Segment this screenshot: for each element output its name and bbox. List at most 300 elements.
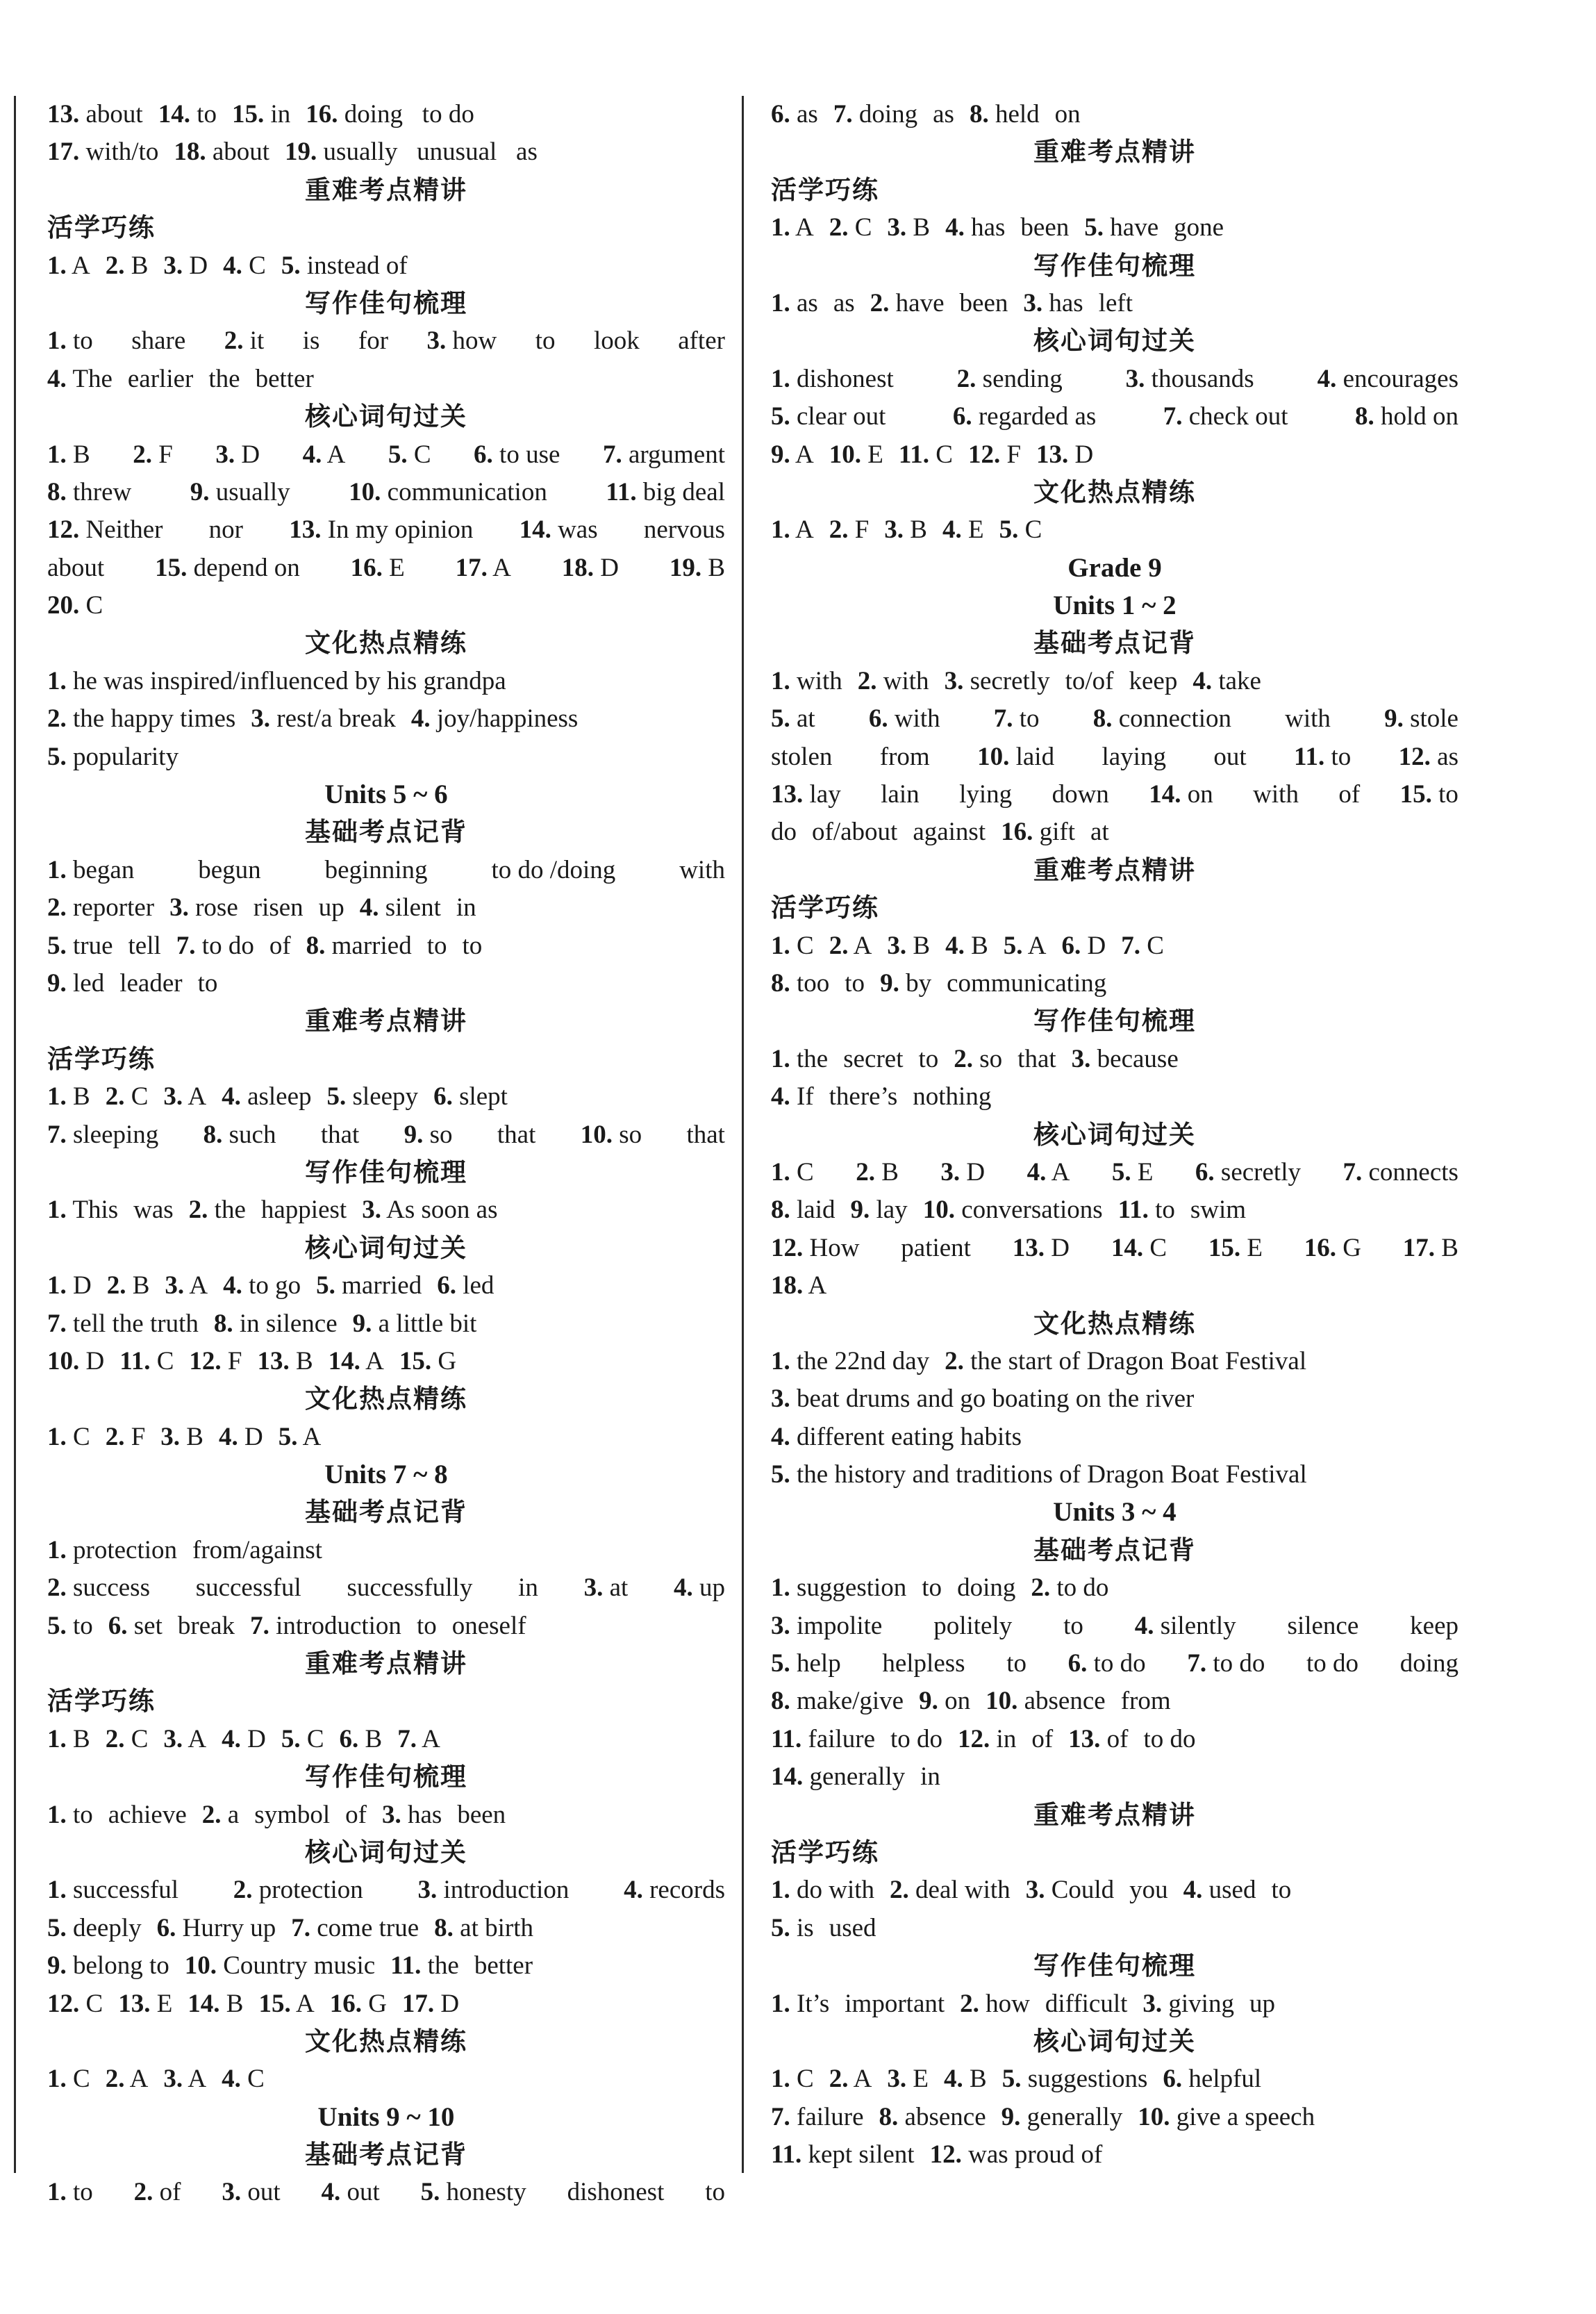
item-number: 7. bbox=[833, 100, 853, 129]
answer-item bbox=[47, 247, 90, 285]
item-answer: B bbox=[295, 1346, 313, 1375]
item-answer: that bbox=[320, 1120, 360, 1149]
item-answer: lay bbox=[809, 780, 841, 809]
item-answer: C bbox=[131, 1724, 149, 1753]
item-number: 3. bbox=[215, 440, 235, 469]
item-answer: generally bbox=[1026, 2102, 1123, 2131]
answer-item bbox=[977, 738, 1054, 776]
item-number: 9. bbox=[404, 1120, 424, 1149]
answer-item bbox=[421, 2174, 526, 2211]
item-answer: records bbox=[649, 1876, 725, 1905]
answer-item bbox=[887, 2060, 929, 2098]
item-number: 6. bbox=[437, 1271, 456, 1300]
answer-item bbox=[843, 1041, 903, 1078]
answer-item bbox=[1249, 1985, 1275, 2023]
item-number: 3. bbox=[222, 2178, 242, 2207]
item-answer: B bbox=[226, 1989, 244, 2018]
item-answer: A bbox=[795, 515, 814, 545]
answer-item bbox=[890, 1721, 942, 1758]
answer-item bbox=[192, 1532, 322, 1569]
answer-item bbox=[165, 1267, 208, 1305]
answer-item bbox=[1190, 1191, 1246, 1229]
answer-item bbox=[347, 1569, 472, 1607]
answer-item bbox=[491, 852, 615, 889]
answer-item bbox=[829, 511, 870, 549]
item-number: 10. bbox=[1138, 2102, 1170, 2131]
answer-line bbox=[771, 1645, 1458, 1683]
answer-item bbox=[158, 96, 217, 133]
answer-item bbox=[1061, 927, 1106, 965]
item-answer: at bbox=[1090, 818, 1109, 847]
item-number: 1. bbox=[771, 1989, 790, 2018]
answer-item bbox=[47, 852, 134, 889]
item-number: 2. bbox=[133, 2178, 153, 2207]
answer-item bbox=[47, 965, 104, 1002]
answer-item bbox=[581, 1116, 642, 1154]
item-answer: D bbox=[1087, 931, 1106, 960]
item-answer: C bbox=[936, 440, 953, 469]
item-answer: C bbox=[1024, 515, 1042, 545]
answer-item bbox=[771, 96, 818, 133]
item-number: 10. bbox=[829, 440, 861, 469]
item-number: 4. bbox=[47, 364, 67, 393]
answer-item bbox=[209, 511, 243, 549]
answer-item bbox=[134, 2174, 181, 2211]
answer-item bbox=[584, 1569, 629, 1607]
item-answer: Neither bbox=[85, 515, 163, 545]
answer-item bbox=[306, 96, 474, 133]
answer-item bbox=[882, 1645, 965, 1683]
item-number: 15. bbox=[258, 1989, 291, 2018]
item-number: 3. bbox=[771, 1611, 790, 1640]
answer-item bbox=[1027, 1154, 1070, 1191]
item-answer: married bbox=[342, 1271, 422, 1300]
item-answer: B bbox=[913, 213, 931, 242]
answer-item bbox=[427, 927, 447, 965]
item-number: 4. bbox=[944, 2065, 963, 2094]
answer-item bbox=[1253, 776, 1299, 813]
answer-item bbox=[47, 549, 104, 587]
item-answer: up bbox=[699, 1573, 725, 1603]
answer-line bbox=[47, 1267, 725, 1305]
answer-line bbox=[47, 1608, 725, 1645]
item-number: 13. bbox=[1012, 1233, 1045, 1262]
item-number: 9. bbox=[919, 1687, 938, 1716]
answer-item bbox=[771, 1154, 814, 1191]
answer-line bbox=[771, 1758, 1458, 1796]
item-answer: make/give bbox=[797, 1687, 904, 1716]
item-number: 2. bbox=[106, 1271, 126, 1300]
answer-item bbox=[128, 361, 193, 398]
item-number: 18. bbox=[561, 553, 594, 582]
item-answer: have bbox=[1110, 213, 1159, 242]
section-heading: Units 5 ~ 6 bbox=[324, 779, 448, 810]
answer-line bbox=[47, 1419, 725, 1456]
answer-item bbox=[1213, 738, 1246, 776]
answer-item bbox=[163, 247, 208, 285]
item-answer: A bbox=[302, 1422, 322, 1451]
item-number: 7. bbox=[47, 1120, 67, 1149]
answer-item bbox=[670, 549, 725, 587]
item-number: 18. bbox=[771, 1271, 804, 1300]
left-edge-rule bbox=[14, 96, 16, 2173]
answer-item bbox=[47, 1419, 90, 1456]
answer-item bbox=[47, 663, 506, 700]
item-number: 6. bbox=[1067, 1649, 1088, 1678]
item-number: 4. bbox=[942, 515, 962, 545]
item-answer: E bbox=[967, 515, 984, 545]
item-number: 9. bbox=[1001, 2102, 1021, 2131]
item-number: 12. bbox=[47, 515, 80, 545]
item-number: 7. bbox=[1121, 931, 1140, 960]
item-number: 7. bbox=[47, 1309, 67, 1338]
item-number: 11. bbox=[1294, 742, 1325, 771]
item-number: 2. bbox=[105, 251, 125, 280]
item-answer: conversations bbox=[961, 1196, 1103, 1225]
item-number: 1. bbox=[47, 1535, 67, 1564]
answer-item bbox=[994, 700, 1040, 738]
answer-item bbox=[47, 1910, 142, 1947]
item-answer: C bbox=[85, 1989, 103, 2018]
section-heading: 基础考点记背 bbox=[305, 2140, 467, 2170]
item-answer: by bbox=[906, 968, 932, 998]
item-answer: do bbox=[771, 818, 797, 847]
item-number: 7. bbox=[771, 2102, 790, 2131]
answer-line bbox=[771, 436, 1458, 474]
item-number: 10. bbox=[47, 1346, 80, 1375]
answer-item bbox=[856, 1154, 899, 1191]
answer-item bbox=[360, 889, 441, 927]
item-answer: been bbox=[457, 1800, 506, 1829]
answer-item bbox=[128, 927, 161, 965]
item-answer: dishonest bbox=[797, 364, 894, 393]
answer-item bbox=[474, 436, 560, 474]
answer-item bbox=[462, 927, 482, 965]
item-answer: stole bbox=[1410, 704, 1458, 734]
item-answer: A bbox=[129, 2065, 149, 2094]
item-number: 5. bbox=[47, 742, 67, 771]
item-number: 1. bbox=[771, 1346, 790, 1375]
answer-item bbox=[382, 1796, 442, 1834]
answer-item bbox=[1023, 285, 1083, 322]
answer-item bbox=[1285, 700, 1331, 738]
item-answer: threw bbox=[73, 477, 132, 506]
answer-item bbox=[358, 322, 388, 360]
item-answer: failure bbox=[797, 2102, 864, 2131]
answer-item bbox=[411, 700, 578, 738]
item-number: 13. bbox=[289, 515, 322, 545]
item-answer: suggestion bbox=[797, 1573, 907, 1603]
section-heading: 核心词句过关 bbox=[305, 402, 467, 432]
item-answer: has bbox=[408, 1800, 442, 1829]
item-answer: B bbox=[73, 440, 90, 469]
answer-item bbox=[812, 813, 897, 851]
answer-item bbox=[1121, 927, 1164, 965]
item-answer: A bbox=[71, 251, 90, 280]
left-column bbox=[47, 96, 725, 2212]
item-number: 5. bbox=[420, 2178, 440, 2207]
answer-item bbox=[47, 1796, 93, 1834]
item-number: 1. bbox=[47, 1082, 67, 1111]
answer-item bbox=[999, 511, 1042, 549]
item-number: 8. bbox=[306, 931, 326, 960]
answer-item bbox=[1017, 1041, 1056, 1078]
item-answer: against bbox=[913, 818, 986, 847]
item-answer: hold on bbox=[1380, 402, 1458, 431]
answer-item bbox=[106, 247, 149, 285]
item-number: 14. bbox=[188, 1989, 220, 2018]
item-answer: been bbox=[1020, 213, 1070, 242]
item-number: 1. bbox=[47, 327, 67, 356]
section-heading: Units 1 ~ 2 bbox=[1053, 590, 1177, 621]
item-answer: C bbox=[73, 1422, 90, 1451]
item-number: 15. bbox=[1208, 1233, 1241, 1262]
item-answer: to bbox=[73, 1611, 93, 1640]
answer-item bbox=[771, 1456, 1307, 1494]
item-answer: secretly bbox=[1220, 1157, 1301, 1187]
item-number: 1. bbox=[47, 1724, 67, 1753]
answer-item bbox=[108, 1608, 163, 1645]
answer-line bbox=[771, 1419, 1458, 1456]
answer-item bbox=[870, 285, 945, 322]
item-number: 4. bbox=[945, 931, 965, 960]
right-column bbox=[771, 96, 1458, 2174]
answer-item bbox=[771, 1230, 859, 1267]
answer-item bbox=[119, 1343, 174, 1380]
answer-item bbox=[1090, 813, 1109, 851]
item-answer: earlier bbox=[127, 364, 194, 393]
item-number: 4. bbox=[410, 704, 431, 734]
answer-item bbox=[957, 361, 1063, 398]
section-heading: 基础考点记背 bbox=[305, 817, 467, 848]
section-heading: Units 7 ~ 8 bbox=[324, 1460, 448, 1490]
answer-item bbox=[176, 927, 254, 965]
answer-item bbox=[771, 965, 829, 1002]
answer-item bbox=[1099, 285, 1133, 322]
item-number: 4. bbox=[359, 893, 379, 923]
section-heading: 核心词句过关 bbox=[305, 1837, 467, 1867]
item-answer: as bbox=[1437, 742, 1458, 771]
item-answer: the history and traditions of Dragon Boat Festival bbox=[797, 1460, 1307, 1489]
answer-item bbox=[968, 436, 1021, 474]
item-answer: B bbox=[910, 515, 927, 545]
item-number: 4. bbox=[673, 1573, 693, 1603]
answer-item bbox=[771, 361, 894, 398]
item-answer: tell bbox=[128, 931, 161, 960]
item-number: 13. bbox=[1036, 440, 1069, 469]
item-answer: nor bbox=[208, 515, 243, 545]
item-answer: from bbox=[1120, 1687, 1171, 1716]
answer-line bbox=[771, 2136, 1458, 2174]
answer-item bbox=[329, 1343, 384, 1380]
answer-item bbox=[771, 2099, 864, 2136]
answer-item bbox=[417, 1608, 437, 1645]
answer-item bbox=[771, 398, 886, 436]
answer-item bbox=[1187, 1645, 1265, 1683]
answer-item bbox=[829, 436, 883, 474]
item-number: 13. bbox=[1068, 1724, 1101, 1753]
item-answer: argument bbox=[628, 440, 725, 469]
answer-item bbox=[251, 700, 396, 738]
item-answer: with bbox=[1253, 780, 1299, 809]
answer-line bbox=[47, 1910, 725, 1947]
item-answer: about bbox=[47, 553, 105, 582]
item-answer: C bbox=[413, 440, 431, 469]
item-number: 1. bbox=[771, 931, 790, 960]
answer-item bbox=[1195, 1154, 1301, 1191]
answer-item bbox=[198, 965, 218, 1002]
item-number: 10. bbox=[922, 1196, 955, 1225]
answer-item bbox=[257, 1343, 313, 1380]
answer-item bbox=[959, 776, 1012, 813]
item-answer: In my opinion bbox=[327, 515, 474, 545]
answer-item bbox=[353, 1305, 477, 1343]
item-answer: to bbox=[1271, 1876, 1292, 1905]
section-heading: 重难考点精讲 bbox=[1033, 137, 1196, 167]
item-number: 16. bbox=[1001, 818, 1033, 847]
answer-item bbox=[222, 2174, 280, 2211]
item-number: 10. bbox=[986, 1687, 1018, 1716]
answer-item bbox=[1163, 398, 1288, 436]
item-number: 16. bbox=[350, 553, 383, 582]
item-number: 5. bbox=[771, 704, 790, 734]
answer-item bbox=[157, 1910, 276, 1947]
item-answer: As soon as bbox=[386, 1196, 498, 1225]
item-answer: reporter bbox=[73, 893, 155, 923]
answer-line bbox=[771, 776, 1458, 813]
answer-line bbox=[47, 1796, 725, 1834]
answer-line bbox=[47, 96, 725, 133]
answer-item bbox=[388, 436, 431, 474]
item-number: 6. bbox=[1163, 2065, 1183, 2094]
item-answer: of bbox=[269, 931, 291, 960]
item-answer: G bbox=[368, 1989, 387, 2018]
column-divider bbox=[742, 96, 744, 2173]
item-answer: with bbox=[883, 666, 929, 695]
item-answer: keep bbox=[1129, 666, 1178, 695]
answer-item bbox=[1410, 1608, 1458, 1645]
item-answer: C bbox=[249, 251, 266, 280]
answer-item bbox=[131, 322, 185, 360]
answer-line bbox=[771, 2099, 1458, 2136]
answer-item bbox=[1118, 1191, 1175, 1229]
item-answer: successful bbox=[73, 1876, 179, 1905]
answer-line bbox=[771, 361, 1458, 398]
item-number: 1. bbox=[47, 855, 67, 884]
item-answer: F bbox=[131, 1422, 146, 1451]
answer-item bbox=[474, 1947, 533, 1985]
item-answer: to do /doing bbox=[491, 855, 616, 884]
answer-item bbox=[224, 322, 265, 360]
item-number: 6. bbox=[433, 1082, 453, 1111]
answer-line bbox=[771, 398, 1458, 436]
item-answer: D bbox=[189, 251, 208, 280]
item-number: 3. bbox=[887, 931, 907, 960]
item-number: 3. bbox=[362, 1196, 381, 1225]
item-answer: rest/a break bbox=[276, 704, 396, 734]
item-answer: C bbox=[797, 2065, 814, 2094]
answer-item bbox=[233, 1871, 363, 1909]
item-number: 8. bbox=[213, 1309, 233, 1338]
item-number: 1. bbox=[47, 2065, 67, 2094]
item-answer: on bbox=[1054, 100, 1081, 129]
item-number: 1. bbox=[771, 1876, 790, 1905]
item-number: 17. bbox=[1402, 1233, 1436, 1262]
answer-item bbox=[47, 2174, 93, 2211]
answer-item bbox=[47, 1569, 150, 1607]
answer-item bbox=[418, 1871, 570, 1909]
item-answer: as bbox=[833, 288, 855, 317]
answer-item bbox=[562, 549, 619, 587]
answer-line bbox=[771, 1569, 1458, 1607]
item-number: 17. bbox=[47, 138, 80, 167]
answer-item bbox=[771, 1683, 904, 1720]
item-answer: D bbox=[247, 1724, 266, 1753]
answer-item bbox=[535, 322, 556, 360]
answer-item bbox=[1072, 1041, 1179, 1078]
item-answer: as bbox=[797, 288, 818, 317]
item-number: 4. bbox=[222, 1724, 241, 1753]
answer-line bbox=[47, 1985, 725, 2023]
answer-item bbox=[1111, 1230, 1167, 1267]
answer-line bbox=[771, 1985, 1458, 2023]
answer-item bbox=[947, 965, 1106, 1002]
item-answer: silence bbox=[1287, 1611, 1359, 1640]
answer-line bbox=[47, 2060, 725, 2098]
item-number: 3. bbox=[944, 666, 964, 695]
answer-item bbox=[913, 813, 986, 851]
answer-item bbox=[829, 927, 872, 965]
answer-line bbox=[47, 474, 725, 511]
item-number: 11. bbox=[606, 477, 637, 506]
answer-item bbox=[47, 927, 113, 965]
answer-item bbox=[953, 398, 1096, 436]
answer-item bbox=[253, 889, 304, 927]
answer-item bbox=[884, 511, 927, 549]
item-answer: of bbox=[1031, 1724, 1054, 1753]
item-number: 13. bbox=[257, 1346, 290, 1375]
answer-line bbox=[771, 96, 1458, 133]
answer-item bbox=[771, 285, 818, 322]
answer-item bbox=[1055, 96, 1081, 133]
item-answer: deeply bbox=[73, 1913, 142, 1942]
item-answer: difficult bbox=[1045, 1989, 1128, 2018]
item-answer: helpless bbox=[882, 1649, 965, 1678]
answer-item bbox=[829, 209, 872, 247]
item-answer: achieve bbox=[108, 1800, 187, 1829]
item-answer: in bbox=[920, 1762, 940, 1792]
item-number: 5. bbox=[281, 1724, 301, 1753]
item-answer: the bbox=[427, 1951, 459, 1981]
item-answer: politely bbox=[933, 1611, 1013, 1640]
item-answer: that bbox=[497, 1120, 536, 1149]
answer-item bbox=[674, 1569, 725, 1607]
item-number: 1. bbox=[771, 1573, 790, 1603]
item-answer: asleep bbox=[247, 1082, 312, 1111]
answer-item bbox=[1135, 1608, 1236, 1645]
item-answer: B bbox=[131, 251, 149, 280]
item-answer: A bbox=[795, 440, 814, 469]
answer-item bbox=[437, 1267, 494, 1305]
item-number: 13. bbox=[118, 1989, 151, 2018]
item-answer: depend on bbox=[193, 553, 300, 582]
section-heading: 活学巧练 bbox=[47, 1686, 156, 1717]
answer-item bbox=[1126, 361, 1254, 398]
answer-item bbox=[771, 1608, 882, 1645]
item-number: 11. bbox=[119, 1346, 151, 1375]
answer-item bbox=[1138, 2099, 1315, 2136]
item-answer: true bbox=[73, 931, 113, 960]
